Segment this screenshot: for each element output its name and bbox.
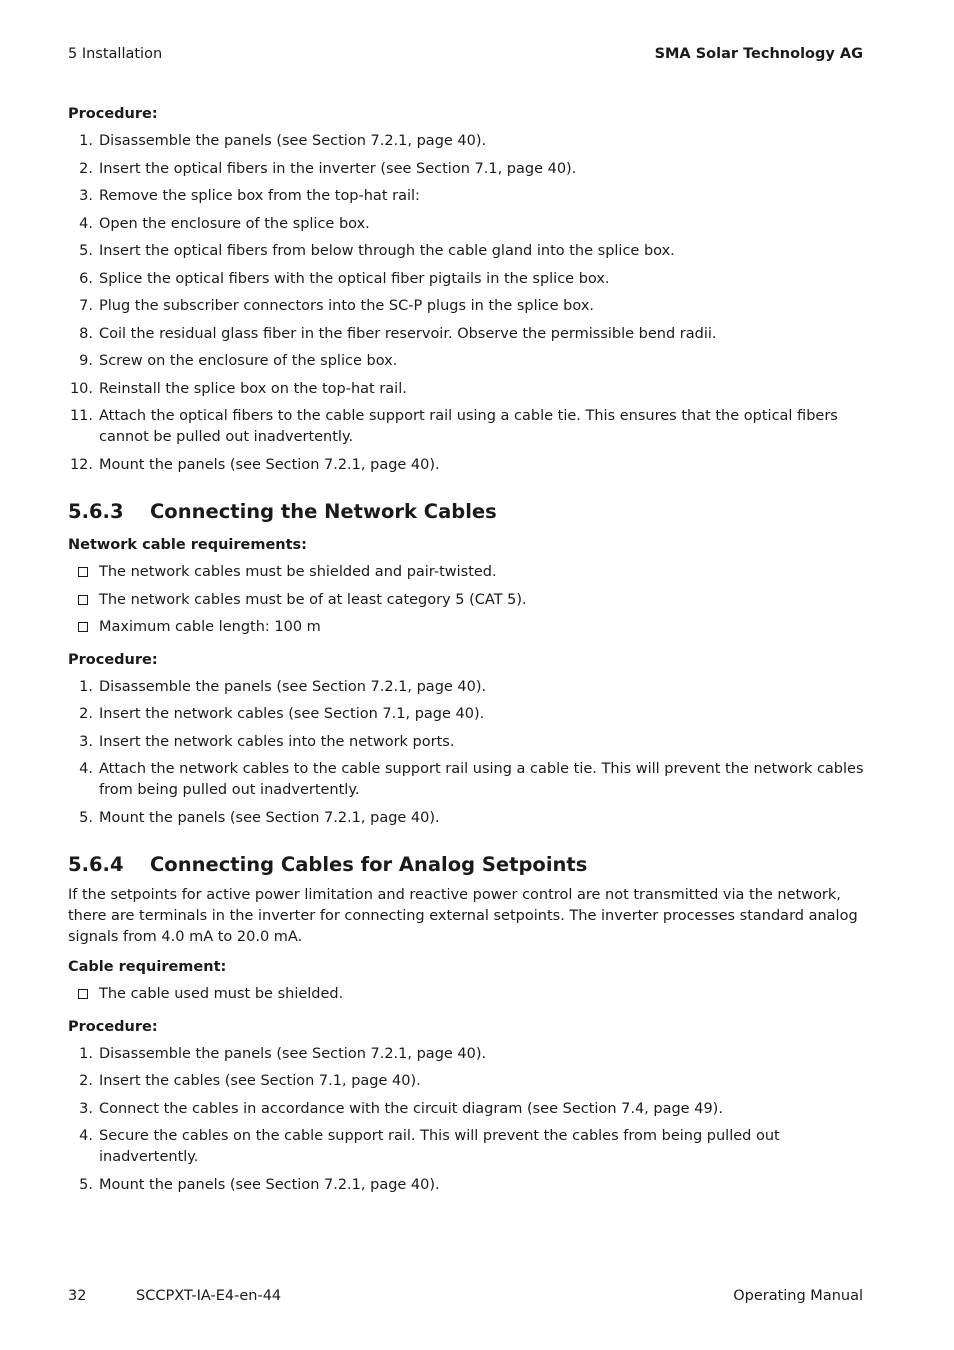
step-text: Splice the optical fibers with the optical fiber pigtails in the splice box. (99, 270, 610, 287)
step-number: 4. (79, 215, 93, 232)
section-heading-5-6-4 (68, 852, 864, 878)
section-number: 5.6.4 (68, 853, 124, 876)
step-text: Screw on the enclosure of the splice box. (99, 353, 398, 369)
step-text: Connect the cables in accordance with the circuit diagram (see Section 7.4, page 49). (99, 1100, 723, 1117)
procedure-step (68, 159, 864, 180)
step-number: 11. (69, 408, 93, 424)
step-number: 7. (79, 298, 93, 314)
step-number: 4. (79, 1128, 93, 1144)
procedure-label: Procedure: (68, 651, 158, 668)
procedure-label: Procedure: (68, 1018, 158, 1035)
step-number: 10. (69, 380, 93, 397)
procedure-step (68, 269, 864, 290)
step-number: 3. (79, 733, 93, 750)
procedure-steps-network (68, 677, 864, 829)
procedure-step (68, 732, 864, 753)
section-intro-paragraph: If the setpoints for active power limitation and reactive power control are not transmitted via the network, there are terminals in the inverter for connecting external setpoints. The inverter processes standard analog signals from 4.0 mA to 20.0 mA. (68, 887, 858, 945)
requirement-text: Maximum cable length: 100 m (99, 619, 321, 635)
document-type: Operating Manual (733, 1288, 863, 1304)
step-text: Reinstall the splice box on the top-hat rail. (99, 380, 407, 397)
procedure-step (68, 241, 864, 262)
step-number: 12. (69, 456, 93, 473)
procedure-step (68, 704, 864, 725)
step-number: 1. (79, 678, 93, 695)
section-title: Connecting the Network Cables (150, 500, 497, 523)
requirements-label: Cable requirement: (68, 959, 227, 975)
network-cable-requirements (68, 562, 864, 638)
procedure-step (68, 296, 864, 317)
procedure-step (68, 1071, 864, 1092)
step-text: Attach the optical fibers to the cable support rail using a cable tie. This ensures that the optical fibers cannot be pulled out inadvertently. (99, 408, 838, 445)
step-number: 3. (79, 1100, 93, 1117)
procedure-step (68, 406, 864, 448)
step-text: Open the enclosure of the splice box. (99, 215, 370, 232)
requirement-item (68, 617, 864, 638)
requirement-text: The network cables must be of at least category 5 (CAT 5). (99, 591, 527, 608)
step-number: 2. (79, 706, 93, 722)
step-text: Mount the panels (see Section 7.2.1, page 40). (99, 1176, 440, 1193)
step-number: 2. (79, 160, 93, 177)
step-number: 1. (79, 133, 93, 149)
step-text: Insert the optical fibers from below through the cable gland into the splice box. (99, 243, 675, 259)
procedure-step (68, 1126, 864, 1168)
procedure-steps-analog (68, 1044, 864, 1196)
requirement-item (68, 984, 864, 1005)
procedure-step (68, 1099, 864, 1120)
step-number: 6. (79, 270, 93, 287)
section-number: 5.6.3 (68, 500, 124, 523)
step-text: Disassemble the panels (see Section 7.2.1, page 40). (99, 133, 487, 149)
requirement-item (68, 562, 864, 583)
running-header-chapter: 5 Installation (68, 46, 163, 62)
step-text: Attach the network cables to the cable support rail using a cable tie. This will prevent the network cables from being pulled out inadvertently. (99, 761, 864, 798)
section-heading-5-6-3 (68, 499, 864, 525)
step-text: Coil the residual glass fiber in the fiber reservoir. Observe the permissible bend radii. (99, 325, 717, 342)
procedure-step (68, 214, 864, 235)
step-text: Insert the optical fibers in the inverter (see Section 7.1, page 40). (99, 160, 577, 177)
requirement-text: The cable used must be shielded. (99, 986, 344, 1002)
step-number: 8. (79, 325, 93, 342)
step-number: 2. (79, 1073, 93, 1089)
step-number: 1. (79, 1045, 93, 1062)
checkbox-square-icon (78, 989, 88, 999)
step-number: 3. (79, 188, 93, 204)
checkbox-square-icon (78, 622, 88, 632)
section-title: Connecting Cables for Analog Setpoints (150, 853, 588, 876)
step-text: Disassemble the panels (see Section 7.2.1, page 40). (99, 1045, 487, 1062)
procedure-steps-fiber (68, 131, 864, 476)
procedure-step (68, 131, 864, 152)
step-text: Mount the panels (see Section 7.2.1, page 40). (99, 809, 440, 826)
requirement-text: The network cables must be shielded and pair-twisted. (99, 564, 497, 580)
cable-requirements (68, 984, 864, 1005)
checkbox-square-icon (78, 595, 88, 605)
procedure-step (68, 379, 864, 400)
procedure-step (68, 186, 864, 207)
procedure-step (68, 759, 864, 801)
procedure-step (68, 808, 864, 829)
step-number: 4. (79, 761, 93, 777)
requirement-item (68, 590, 864, 611)
procedure-label: Procedure: (68, 106, 158, 122)
procedure-step (68, 1175, 864, 1196)
step-number: 5. (79, 243, 93, 259)
checkbox-square-icon (78, 567, 88, 577)
procedure-step (68, 455, 864, 476)
step-text: Mount the panels (see Section 7.2.1, page 40). (99, 456, 440, 473)
step-text: Remove the splice box from the top-hat rail: (99, 188, 420, 204)
step-number: 9. (79, 353, 93, 369)
procedure-step (68, 324, 864, 345)
step-text: Disassemble the panels (see Section 7.2.1, page 40). (99, 678, 487, 695)
running-header-company: SMA Solar Technology AG (654, 46, 863, 62)
step-number: 5. (79, 809, 93, 826)
document-id: SCCPXT-IA-E4-en-44 (136, 1288, 282, 1304)
step-text: Insert the network cables (see Section 7.1, page 40). (99, 706, 485, 722)
page-content (68, 104, 864, 1202)
step-text: Insert the network cables into the network ports. (99, 733, 455, 750)
step-number: 5. (79, 1176, 93, 1193)
page-number: 32 (68, 1288, 87, 1304)
procedure-step (68, 1044, 864, 1065)
procedure-step (68, 677, 864, 698)
procedure-step (68, 351, 864, 372)
step-text: Insert the cables (see Section 7.1, page 40). (99, 1073, 421, 1089)
step-text: Secure the cables on the cable support rail. This will prevent the cables from being pulled out inadvertently. (99, 1128, 780, 1165)
step-text: Plug the subscriber connectors into the SC-P plugs in the splice box. (99, 298, 595, 314)
requirements-label: Network cable requirements: (68, 537, 307, 553)
